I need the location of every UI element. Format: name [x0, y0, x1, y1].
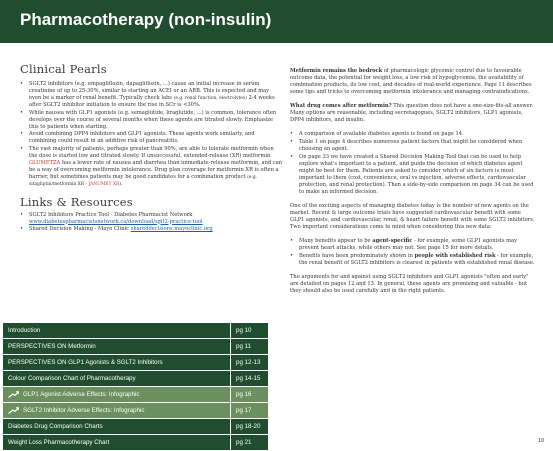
list-item: • Benefits have been predominately shown in people with established risk - for example, the renal benefit of SGLT2 inhibitors is clearest in patients with established renal disease.	[290, 253, 536, 267]
toc-page-number: pg 18-20	[230, 419, 268, 434]
link-item: • Shared Decision Making - Mayo Clinic shareddecisions.mayoclinic.org	[20, 226, 283, 233]
toc-page-number: pg 21	[230, 435, 268, 450]
list-item: • On page 33 we have created a Shared Decision Making Tool that can be used to help explore what's important to a patient, and guide the decision of which diabetes agent might be best for them. Patients are asked to consider which of six factors is most important to them (cost, convenience, oral vs injection, adverse effects, cardiovascular protection, and renal protection). Then a side-by-side comparison on page 34 can be used to make an informed decision.	[290, 154, 536, 196]
clinical-pearls-heading: Clinical Pearls	[20, 62, 107, 76]
toc-row[interactable]	[3, 403, 268, 419]
right-column	[290, 68, 536, 302]
clinical-pearls-list	[20, 81, 283, 188]
pearl-item: • While nausea with GLP1 agonists (e.g. semaglutide, liraglutide, ...) is common, tolerance often develops over the course of several months when these agents are titrated slowly. Emphasize this to patients when starting.	[20, 110, 283, 131]
toc-page-number: pg 10	[230, 323, 268, 338]
paragraph: What drug comes after metformin? This question does not have a one-size-fits-all answer. Many options are reasonable, including secretagogues, SGLT2 inhibitors, GLP1 agonists, DPP4 inhibitors, and insulin.	[290, 103, 534, 123]
toc-label: SGLT2 Inhibitor Adverse Effects: Infographic	[3, 403, 230, 418]
toc-row[interactable]	[3, 355, 268, 371]
page-header	[0, 0, 553, 43]
bullet-list	[290, 238, 536, 267]
toc-label: GLP1 Agonist Adverse Effects: Infographic	[3, 387, 230, 402]
toc-label: Colour Comparison Chart of Pharmacotherapy	[3, 371, 230, 386]
toc-row[interactable]	[3, 387, 268, 403]
pearl-item: • The vast majority of patients, perhaps greater than 90%, are able to tolerate metformin when the dose is started low and titrated slowly. If unsuccessful, extended-release (XR) metformin GLUMETZA has a lower rate of nausea and diarrhea than immediate-release metformin, and can be a way of overcoming metformin intolerance. Drug plan coverage for metformin XR is often a barrier, but sometimes patients may be good candidates for a combination product (e.g. sitagliptin/metformin XR - JANUMET XR).	[20, 146, 283, 188]
toc-page-number: pg 12-13	[230, 355, 268, 370]
trend-arrow-icon	[8, 407, 19, 414]
toc-label: PERSPECTIVES ON GLP1 Agonists & SGLT2 Inhibitors	[3, 355, 230, 370]
pearl-item: • Avoid combining DPP4 inhibitors and GLP1 agonists. These agents work similarly, and combining could result in an additive risk of pancreatitis.	[20, 131, 283, 145]
toc-row[interactable]	[3, 435, 268, 451]
list-item: • A comparison of available diabetes agents is found on page 14.	[290, 131, 536, 138]
table-of-contents	[3, 322, 268, 451]
brand-name: JANUMET XR	[88, 181, 120, 187]
toc-row[interactable]	[3, 371, 268, 387]
bullet-list	[290, 131, 536, 196]
resource-link[interactable]: www.diabetespharmacistsnetwork.ca/download/sglt2-practice-tool	[29, 218, 203, 225]
toc-page-number: pg 16	[230, 387, 268, 402]
toc-page-number: pg 14-15	[230, 371, 268, 386]
toc-row[interactable]	[3, 323, 268, 339]
links-list	[20, 212, 283, 234]
page-number: 10	[538, 438, 545, 444]
toc-label: Weight Loss Pharmacotherapy Chart	[3, 435, 230, 450]
toc-row[interactable]	[3, 419, 268, 435]
list-item: • Many benefits appear to be agent-specific - for example, some GLP1 agonists may prevent heart attacks, while others may not. See page 15 for more details.	[290, 238, 536, 252]
left-column	[20, 62, 283, 234]
brand-name: GLUMETZA	[29, 159, 61, 166]
trend-arrow-icon	[8, 391, 19, 398]
toc-row[interactable]	[3, 339, 268, 355]
pearl-item: • SGLT2 inhibitors (e.g. empagliflozin, dapagliflozin, ...) cause an initial increase in serum creatinine of up to 25-30%, similar to starting an ACEI or an ARB. This is expected and may even be a marker of renal benefit. Typically check labs (e.g. renal function, electrolytes) 2-4 weeks after SGLT2 inhibitor initiation to ensure the rise in SCr is <30%.	[20, 81, 283, 109]
toc-page-number: pg 17	[230, 403, 268, 418]
link-item: • SGLT2 Inhibitors Practice Tool - Diabetes Pharmacist Network www.diabetespharmacistsnetwork.ca/download/sglt2-practice-tool	[20, 212, 283, 226]
paragraph: The arguments for and against using SGLT2 inhibitors and GLP1 agonists "often and early" are detailed on pages 12 and 13. In general, these agents are promising and valuable - but they should also be used carefully and in the right patients.	[290, 274, 529, 294]
links-resources-heading: Links & Resources	[20, 194, 133, 209]
resource-link[interactable]: shareddecisions.mayoclinic.org	[130, 226, 213, 232]
toc-label: Diabetes Drug Comparison Charts	[3, 419, 230, 434]
toc-page-number: pg 11	[230, 339, 268, 354]
list-item: • Table 1 on page 4 describes numerous patient factors that might be considered when choosing an agent.	[290, 139, 536, 153]
toc-label: Introduction	[3, 323, 230, 338]
paragraph: Metformin remains the bedrock of pharmacologic glycemic control due to favourable outcome data, the potential for weight loss, a low risk of hypoglycemia, the availability of combination products, its low cost, and decades of real-world experience. Page 11 describes some tips and tricks to overcoming metformin intolerance and managing contraindications.	[290, 68, 532, 95]
toc-label: PERSPECTIVES ON Metformin	[3, 339, 230, 354]
page-title: Pharmacotherapy (non-insulin)	[20, 10, 272, 29]
paragraph: One of the exciting aspects of managing diabetes today is the number of new agents on the market. Recent & large outcome trials have suggested cardiovascular benefit with some GLP1 agonists, and cardiovascular, renal, & heart failure benefit with some SGLT2 inhibitors. Two important considerations come to mind when considering this new data:	[290, 203, 535, 230]
